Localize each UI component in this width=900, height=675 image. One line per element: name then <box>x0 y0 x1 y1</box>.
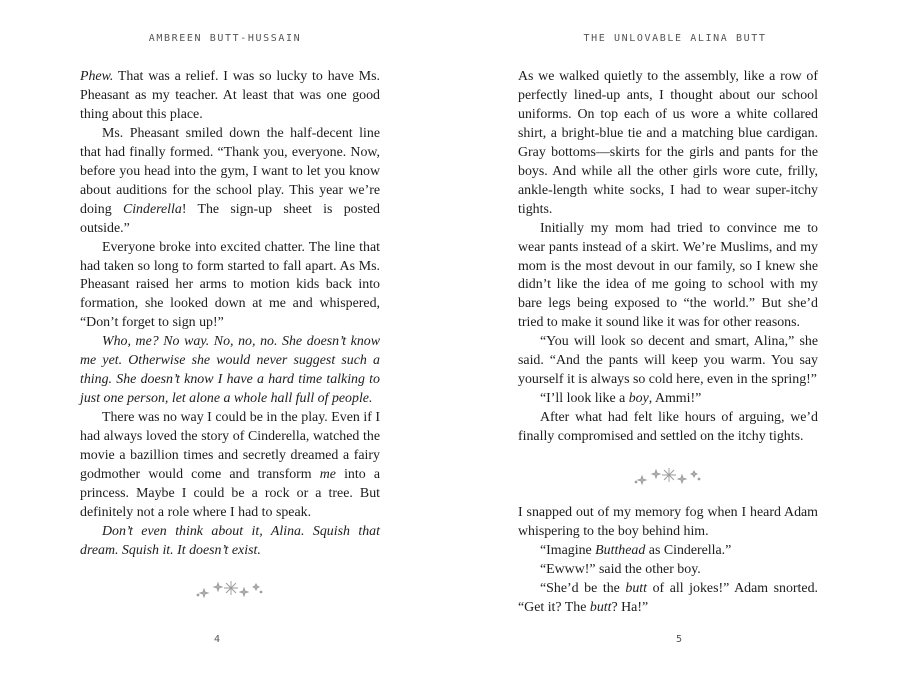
right-paragraphs-before-break <box>518 68 818 447</box>
text-run: ? Ha!” <box>611 599 649 615</box>
page-number: 4 <box>213 634 221 645</box>
paragraph <box>518 561 818 580</box>
left-paragraphs <box>80 68 380 561</box>
right-page-text <box>518 68 818 618</box>
text-run: ! The sign-up sheet is posted outside.” <box>80 201 380 236</box>
italic-run: boy <box>628 391 649 407</box>
text-run: That was a relief. I was so lucky to have Ms. Pheasant as my teacher. At least that was one good thing about this place. <box>80 69 380 122</box>
italic-run: Don’t even think about it, Alina. Squish that dream. Squish it. It doesn’t exist. <box>80 523 380 558</box>
italic-run: Phew. <box>80 69 114 84</box>
text-run: “She’d be the <box>540 580 626 596</box>
paragraph <box>518 542 818 561</box>
text-run: I snapped out of my memory fog when I heard Adam whispering to the boy behind him. <box>518 505 818 540</box>
running-head-author: AMBREEN BUTT-HUSSAIN <box>148 33 302 44</box>
text-run: into a princess. Maybe I could be a rock or a tree. But definitely not a role where I had to speak. <box>80 467 380 520</box>
text-run: “I’ll look like a <box>540 391 629 407</box>
text-run: There was no way I could be in the play. Even if I had always loved the story of Cinderella, watched the movie a bazillion times and secretly dreamed a fairy godmother would come and transform <box>80 410 380 483</box>
text-run: Everyone broke into excited chatter. The line that had taken so long to form started to fall apart. As Ms. Pheasant raised her arms to motion kids back into formation, she looked down at me and whispered, “Don’t forget to sign up!” <box>80 239 380 331</box>
paragraph <box>518 220 818 334</box>
text-run: , Ammi!” <box>648 391 702 407</box>
text-run: Initially my mom had tried to convince me to wear pants instead of a skirt. We’re Muslims, and my mom is the most devout in our family, so I knew she didn’t like the idea of me going to school with my bare legs being exposed to “the world.” But she’d tried to make it sound like it was for other reasons. <box>518 220 818 331</box>
paragraph <box>518 333 818 390</box>
text-run: “Ewww!” said the other boy. <box>540 561 701 577</box>
paragraph <box>518 580 818 618</box>
text-run: As we walked quietly to the assembly, like a row of perfectly lined-up ants, I thought about our school uniforms. On top each of us wore a white collared shirt, a bright-blue tie and a matching blue cardigan. Gray bottoms—skirts for the girls and pants for the boys. And while all the other girls wore cute, frilly, ankle-length white socks, I had to wear super-itchy tights. <box>518 69 818 217</box>
paragraph <box>518 68 818 220</box>
italic-run: me <box>319 467 336 483</box>
italic-run: butt <box>625 580 647 596</box>
running-head-title: THE UNLOVABLE ALINA BUTT <box>583 33 767 44</box>
right-page <box>450 0 900 675</box>
italic-run: Butthead <box>595 542 646 558</box>
text-run: as Cinderella.” <box>645 542 732 558</box>
sparkle-stars-icon <box>633 469 703 481</box>
italic-run: butt <box>589 599 612 615</box>
italic-run: Who, me? No way. No, no, no. She doesn’t know me yet. Otherwise she would never suggest such a thing. She doesn’t know I have a hard time talking to just one person, let alone a whole hall full of people. <box>80 334 380 407</box>
text-run: of all jokes!” Adam snorted. “Get it? The <box>518 580 818 615</box>
text-run: Ms. Pheasant smiled down the half-decent line that had finally formed. “Thank you, everyone. Now, before you head into the gym, I want to let you know about auditions for the school play. This year we’re doing <box>80 125 380 217</box>
paragraph <box>80 409 380 523</box>
paragraph <box>518 409 818 447</box>
paragraph <box>80 239 380 334</box>
text-run: “You will look so decent and smart, Alina,” she said. “And the pants will keep you warm. You say yourself it is always so cold here, even in the spring!” <box>518 334 818 388</box>
paragraph <box>80 333 380 409</box>
paragraph <box>518 504 818 542</box>
paragraph <box>80 523 380 561</box>
scene-break-ornament <box>518 447 818 504</box>
sparkle-stars-icon <box>195 583 265 595</box>
text-run: After what had felt like hours of arguing, we’d finally compromised and settled on the itchy tights. <box>518 410 818 445</box>
text-run: “Imagine <box>540 542 596 558</box>
right-paragraphs-after-break <box>518 504 818 618</box>
paragraph <box>518 390 818 409</box>
page-number: 5 <box>675 634 683 645</box>
paragraph <box>80 125 380 239</box>
paragraph <box>80 68 380 125</box>
left-page-text <box>80 68 380 618</box>
italic-run: Cinderella <box>122 201 182 217</box>
scene-break-ornament <box>80 561 380 618</box>
